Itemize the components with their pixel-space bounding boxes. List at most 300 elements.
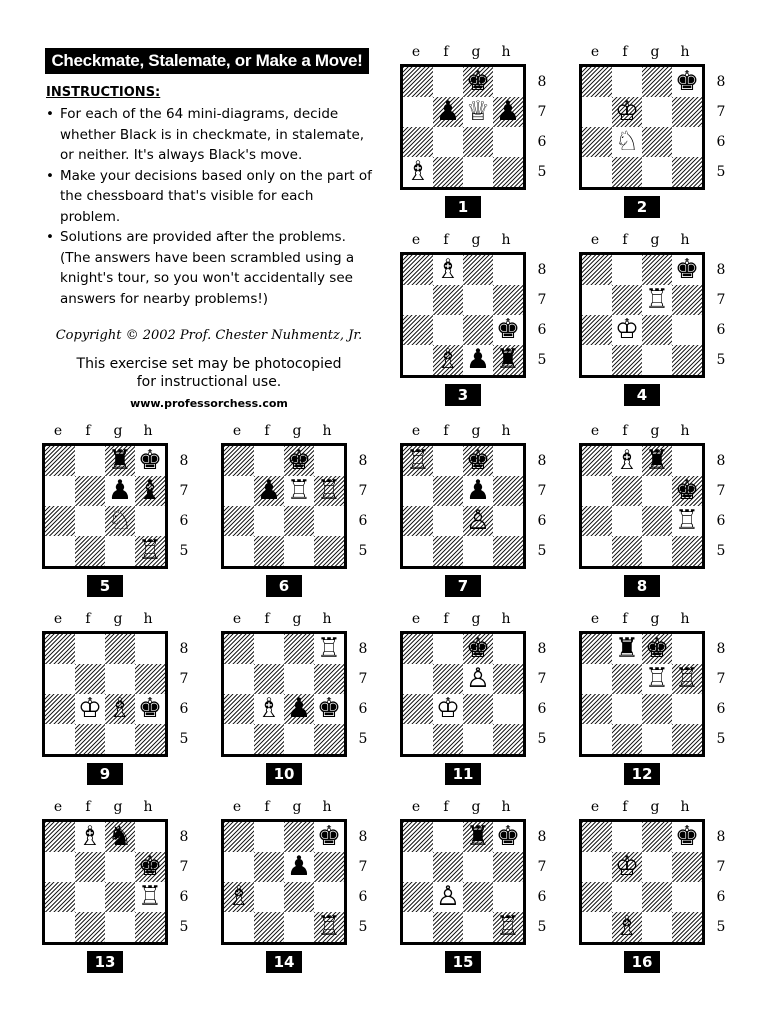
chess-board <box>400 631 526 757</box>
file-labels <box>580 44 700 64</box>
white-rook-icon: ♖ <box>674 505 700 536</box>
black-king-icon: ♚ <box>495 821 521 852</box>
rank-label: 8 <box>179 641 189 657</box>
problem-number: 7 <box>445 575 481 597</box>
problem-number: 9 <box>87 763 123 785</box>
problem-number: 11 <box>445 763 481 785</box>
board-square <box>642 852 672 882</box>
board-square <box>642 694 672 724</box>
chess-board <box>42 819 168 945</box>
rank-label: 8 <box>537 829 547 845</box>
rank-label: 5 <box>716 919 726 935</box>
board-square <box>254 724 284 754</box>
white-king-icon: ♔ <box>614 96 640 127</box>
board-square <box>612 506 642 536</box>
file-label: h <box>501 232 511 248</box>
board-square <box>612 476 642 506</box>
rank-label: 8 <box>537 641 547 657</box>
problem-15 <box>400 799 570 989</box>
black-king-icon: ♚ <box>644 633 670 664</box>
rank-label: 8 <box>537 74 547 90</box>
rank-label: 7 <box>537 671 547 687</box>
board-square <box>224 822 254 852</box>
problem-number: 8 <box>624 575 660 597</box>
rank-label: 6 <box>358 889 368 905</box>
board-square <box>493 476 523 506</box>
rank-labels <box>174 631 194 757</box>
board-square <box>284 536 314 566</box>
file-label: f <box>85 799 91 815</box>
file-label: h <box>501 799 511 815</box>
file-label: g <box>650 611 660 627</box>
rank-label: 6 <box>537 513 547 529</box>
file-label: e <box>411 44 421 60</box>
board-square <box>105 664 135 694</box>
board-square <box>45 912 75 942</box>
board-square <box>284 882 314 912</box>
file-label: h <box>143 799 153 815</box>
board-square <box>463 724 493 754</box>
board-square <box>403 285 433 315</box>
file-label: f <box>443 44 449 60</box>
rank-label: 6 <box>537 889 547 905</box>
rank-labels <box>711 64 731 190</box>
rank-label: 6 <box>358 701 368 717</box>
white-bishop-icon: ♗ <box>256 693 282 724</box>
board-square <box>224 852 254 882</box>
black-pawn-icon: ♟ <box>286 851 312 882</box>
problem-3 <box>400 232 570 422</box>
file-label: g <box>650 423 660 439</box>
board-square <box>612 694 642 724</box>
board-square <box>642 506 672 536</box>
board-square <box>314 724 344 754</box>
problem-number: 16 <box>624 951 660 973</box>
file-label: g <box>471 232 481 248</box>
board-square <box>672 127 702 157</box>
board-square <box>284 506 314 536</box>
board-square <box>433 664 463 694</box>
white-pawn-icon: ♙ <box>465 505 491 536</box>
black-rook-icon: ♜ <box>107 445 133 476</box>
board-square <box>433 724 463 754</box>
board-square <box>105 882 135 912</box>
black-king-icon: ♚ <box>137 693 163 724</box>
file-label: f <box>622 611 628 627</box>
board-square <box>403 634 433 664</box>
file-label: f <box>443 799 449 815</box>
file-label: g <box>471 611 481 627</box>
board-square <box>403 664 433 694</box>
board-square <box>642 157 672 187</box>
board-square <box>582 724 612 754</box>
board-square <box>224 664 254 694</box>
black-king-icon: ♚ <box>495 314 521 345</box>
board-square <box>433 506 463 536</box>
black-pawn-icon: ♟ <box>256 475 282 506</box>
rank-labels <box>711 443 731 569</box>
board-square <box>403 67 433 97</box>
problem-12 <box>579 611 749 801</box>
file-label: h <box>322 423 332 439</box>
board-square <box>433 912 463 942</box>
white-bishop-icon: ♗ <box>614 911 640 942</box>
black-pawn-icon: ♟ <box>107 475 133 506</box>
board-square <box>135 912 165 942</box>
rank-labels <box>711 819 731 945</box>
board-square <box>224 476 254 506</box>
board-square <box>75 664 105 694</box>
black-rook-icon: ♜ <box>495 344 521 375</box>
board-square <box>403 882 433 912</box>
rank-label: 8 <box>537 262 547 278</box>
rank-label: 5 <box>358 919 368 935</box>
board-square <box>75 882 105 912</box>
board-square <box>403 345 433 375</box>
board-square <box>612 285 642 315</box>
black-king-icon: ♚ <box>674 66 700 97</box>
white-pawn-icon: ♙ <box>465 663 491 694</box>
white-king-icon: ♔ <box>77 693 103 724</box>
board-square <box>314 536 344 566</box>
black-king-icon: ♚ <box>465 445 491 476</box>
board-square <box>45 822 75 852</box>
board-square <box>463 912 493 942</box>
board-square <box>582 506 612 536</box>
rank-label: 5 <box>537 731 547 747</box>
board-square <box>135 664 165 694</box>
rank-label: 7 <box>537 483 547 499</box>
rank-label: 6 <box>716 322 726 338</box>
board-square <box>224 506 254 536</box>
board-square <box>433 157 463 187</box>
rank-label: 6 <box>537 134 547 150</box>
board-square <box>582 315 612 345</box>
board-square <box>135 634 165 664</box>
board-square <box>582 664 612 694</box>
board-square <box>105 536 135 566</box>
board-square <box>254 446 284 476</box>
white-rook-icon: ♖ <box>286 475 312 506</box>
board-square <box>493 852 523 882</box>
rank-label: 6 <box>179 889 189 905</box>
file-label: h <box>680 44 690 60</box>
rank-label: 8 <box>179 829 189 845</box>
problem-number: 2 <box>624 196 660 218</box>
file-labels <box>401 44 521 64</box>
board-square <box>463 315 493 345</box>
board-square <box>45 852 75 882</box>
file-label: f <box>443 423 449 439</box>
rank-label: 6 <box>179 701 189 717</box>
board-square <box>642 345 672 375</box>
file-labels <box>401 799 521 819</box>
file-labels <box>222 799 342 819</box>
board-square <box>672 315 702 345</box>
file-label: f <box>622 423 628 439</box>
black-rook-icon: ♜ <box>644 445 670 476</box>
board-square <box>493 882 523 912</box>
white-bishop-icon: ♗ <box>226 881 252 912</box>
file-label: f <box>443 232 449 248</box>
board-square <box>314 882 344 912</box>
chess-board <box>579 252 705 378</box>
board-square <box>135 724 165 754</box>
board-square <box>582 882 612 912</box>
black-king-icon: ♚ <box>674 475 700 506</box>
problem-number: 3 <box>445 384 481 406</box>
problem-16 <box>579 799 749 989</box>
file-label: e <box>53 423 63 439</box>
white-bishop-icon: ♗ <box>405 156 431 187</box>
board-square <box>642 127 672 157</box>
chess-board <box>579 64 705 190</box>
board-square <box>433 634 463 664</box>
board-square <box>403 822 433 852</box>
board-square <box>463 694 493 724</box>
board-square <box>582 912 612 942</box>
rank-label: 5 <box>179 919 189 935</box>
board-square <box>642 724 672 754</box>
board-square <box>672 882 702 912</box>
rank-label: 5 <box>537 543 547 559</box>
board-square <box>284 664 314 694</box>
file-label: f <box>622 44 628 60</box>
rank-label: 8 <box>358 453 368 469</box>
problem-number: 12 <box>624 763 660 785</box>
board-square <box>672 157 702 187</box>
rank-label: 5 <box>716 543 726 559</box>
rank-label: 5 <box>179 731 189 747</box>
board-square <box>224 536 254 566</box>
board-square <box>433 67 463 97</box>
rank-label: 5 <box>358 731 368 747</box>
problem-1 <box>400 44 570 234</box>
board-square <box>284 724 314 754</box>
problem-number: 13 <box>87 951 123 973</box>
problem-13 <box>42 799 212 989</box>
rank-labels <box>711 631 731 757</box>
white-rook-icon: ♖ <box>316 475 342 506</box>
problem-number: 10 <box>266 763 302 785</box>
problem-number: 1 <box>445 196 481 218</box>
chess-board <box>42 443 168 569</box>
rank-label: 8 <box>358 641 368 657</box>
board-square <box>672 285 702 315</box>
file-label: g <box>292 611 302 627</box>
white-rook-icon: ♖ <box>495 911 521 942</box>
white-bishop-icon: ♗ <box>614 445 640 476</box>
board-square <box>135 822 165 852</box>
black-king-icon: ♚ <box>674 254 700 285</box>
file-label: g <box>650 799 660 815</box>
rank-label: 8 <box>358 829 368 845</box>
file-label: g <box>471 44 481 60</box>
board-square <box>582 476 612 506</box>
board-square <box>612 882 642 912</box>
white-knight-icon: ♘ <box>107 505 133 536</box>
chess-board <box>400 64 526 190</box>
board-square <box>254 664 284 694</box>
board-square <box>433 315 463 345</box>
white-king-icon: ♔ <box>614 314 640 345</box>
rank-label: 8 <box>716 74 726 90</box>
board-square <box>254 912 284 942</box>
file-labels <box>43 611 163 631</box>
rank-label: 7 <box>179 483 189 499</box>
board-square <box>105 912 135 942</box>
white-rook-icon: ♖ <box>316 633 342 664</box>
board-square <box>254 536 284 566</box>
black-king-icon: ♚ <box>286 445 312 476</box>
rank-label: 7 <box>358 859 368 875</box>
rank-label: 5 <box>716 731 726 747</box>
board-square <box>254 882 284 912</box>
black-bishop-icon: ♝ <box>137 475 163 506</box>
rank-label: 6 <box>179 513 189 529</box>
board-square <box>314 446 344 476</box>
file-label: f <box>264 611 270 627</box>
board-square <box>672 852 702 882</box>
file-label: h <box>322 611 332 627</box>
bullet-icon: • <box>46 229 54 245</box>
white-bishop-icon: ♗ <box>435 254 461 285</box>
board-square <box>433 446 463 476</box>
rank-label: 7 <box>537 859 547 875</box>
rank-labels <box>353 443 373 569</box>
file-label: h <box>143 611 153 627</box>
instruction-text: Make your decisions based only on the part of the chessboard that's visible for each problem. <box>60 167 372 225</box>
rank-label: 5 <box>537 164 547 180</box>
instruction-item <box>46 227 376 309</box>
white-rook-icon: ♖ <box>644 663 670 694</box>
problem-11 <box>400 611 570 801</box>
board-square <box>493 285 523 315</box>
file-label: f <box>443 611 449 627</box>
board-square <box>403 852 433 882</box>
board-square <box>582 536 612 566</box>
black-pawn-icon: ♟ <box>495 96 521 127</box>
white-rook-icon: ♖ <box>316 911 342 942</box>
file-label: h <box>680 799 690 815</box>
white-king-icon: ♔ <box>614 851 640 882</box>
board-square <box>105 852 135 882</box>
file-label: e <box>53 799 63 815</box>
file-label: f <box>622 232 628 248</box>
instruction-item <box>46 166 376 228</box>
rank-labels <box>174 443 194 569</box>
board-square <box>105 634 135 664</box>
board-square <box>642 255 672 285</box>
board-square <box>433 476 463 506</box>
board-square <box>582 634 612 664</box>
board-square <box>612 822 642 852</box>
board-square <box>75 506 105 536</box>
file-label: g <box>113 799 123 815</box>
board-square <box>582 127 612 157</box>
rank-label: 5 <box>537 919 547 935</box>
board-square <box>642 97 672 127</box>
board-square <box>493 634 523 664</box>
board-square <box>463 255 493 285</box>
bullet-icon: • <box>46 106 54 122</box>
board-square <box>284 822 314 852</box>
board-square <box>75 852 105 882</box>
rank-label: 7 <box>716 859 726 875</box>
board-square <box>403 97 433 127</box>
file-label: e <box>232 799 242 815</box>
instruction-text: For each of the 64 mini-diagrams, decide whether Black is in checkmate, in stalemate, or neither. It's always Black's move. <box>60 106 365 163</box>
rank-labels <box>353 819 373 945</box>
board-square <box>45 694 75 724</box>
photocopy-line: for instructional use. <box>136 374 282 390</box>
board-square <box>45 506 75 536</box>
problem-5 <box>42 423 212 613</box>
bullet-icon: • <box>46 167 54 184</box>
file-label: g <box>292 799 302 815</box>
chess-board <box>579 819 705 945</box>
file-label: e <box>232 423 242 439</box>
problem-number: 15 <box>445 951 481 973</box>
board-square <box>403 536 433 566</box>
file-label: e <box>590 611 600 627</box>
white-rook-icon: ♖ <box>137 535 163 566</box>
rank-labels <box>532 631 552 757</box>
problem-7 <box>400 423 570 613</box>
board-square <box>403 724 433 754</box>
problem-9 <box>42 611 212 801</box>
file-label: e <box>411 611 421 627</box>
file-labels <box>222 611 342 631</box>
board-square <box>672 724 702 754</box>
white-bishop-icon: ♗ <box>435 344 461 375</box>
board-square <box>612 345 642 375</box>
rank-labels <box>532 819 552 945</box>
rank-label: 6 <box>358 513 368 529</box>
black-king-icon: ♚ <box>465 633 491 664</box>
file-label: e <box>590 232 600 248</box>
board-square <box>45 634 75 664</box>
file-labels <box>401 611 521 631</box>
board-square <box>45 536 75 566</box>
rank-label: 7 <box>179 671 189 687</box>
board-square <box>45 446 75 476</box>
file-label: g <box>471 799 481 815</box>
file-label: e <box>232 611 242 627</box>
board-square <box>672 446 702 476</box>
file-labels <box>580 799 700 819</box>
photocopy-line: This exercise set may be photocopied <box>76 356 342 372</box>
board-square <box>75 446 105 476</box>
rank-label: 7 <box>716 483 726 499</box>
black-pawn-icon: ♟ <box>286 693 312 724</box>
white-knight-icon: ♘ <box>614 126 640 157</box>
black-rook-icon: ♜ <box>614 633 640 664</box>
board-square <box>642 882 672 912</box>
file-labels <box>43 423 163 443</box>
board-square <box>75 476 105 506</box>
black-knight-icon: ♞ <box>107 821 133 852</box>
rank-label: 5 <box>716 352 726 368</box>
board-square <box>284 912 314 942</box>
file-label: f <box>85 423 91 439</box>
file-labels <box>222 423 342 443</box>
white-rook-icon: ♖ <box>405 445 431 476</box>
rank-label: 7 <box>358 483 368 499</box>
board-square <box>433 852 463 882</box>
chess-board <box>42 631 168 757</box>
rank-label: 7 <box>716 292 726 308</box>
